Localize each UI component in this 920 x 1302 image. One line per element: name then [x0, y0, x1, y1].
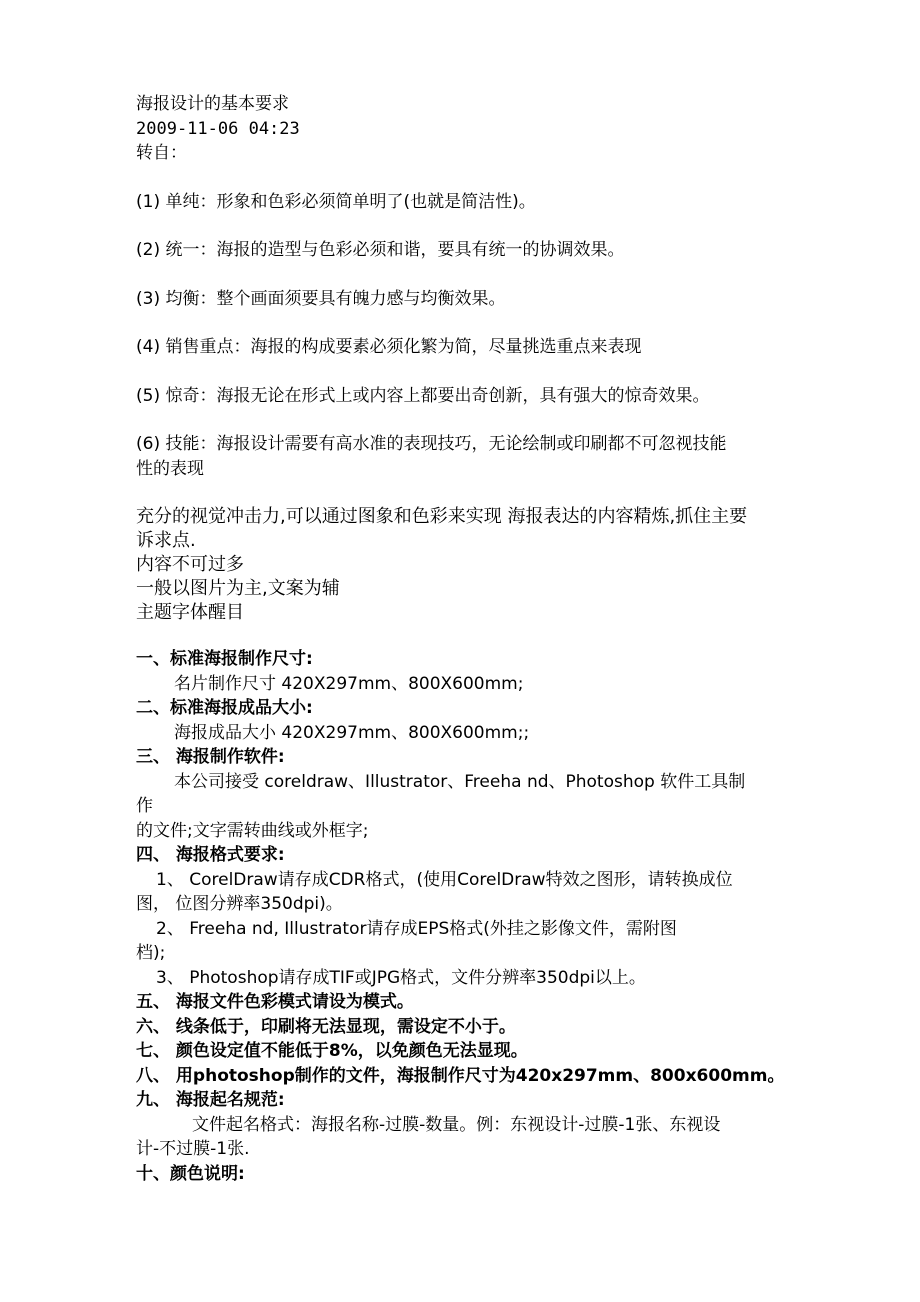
summary-line: 内容不可过多 — [136, 554, 244, 575]
section-body-9-continued: 计-不过膜-1张. — [136, 1139, 250, 1159]
section-heading-6: 六、 线条低于，印刷将无法显现，需设定不小于。 — [136, 1016, 516, 1037]
document-date: 2009-11-06 04:23 — [136, 118, 300, 139]
document-source: 转自： — [136, 143, 187, 163]
section-heading-1: 一、标准海报制作尺寸: — [136, 649, 313, 669]
summary-line: 充分的视觉冲击力,可以通过图象和色彩来实现 海报表达的内容精炼,抓住主要 — [136, 506, 748, 527]
section-heading-4: 四、 海报格式要求: — [136, 845, 285, 865]
principle-item: (4) 销售重点：海报的构成要素必须化繁为简，尽量挑选重点来表现 — [136, 337, 642, 357]
summary-line: 主题字体醒目 — [136, 602, 244, 623]
document-page — [136, 92, 796, 1186]
format-item-1-continued: 图， 位图分辨率350dpi)。 — [136, 894, 343, 914]
principle-item-continued: 性的表现 — [136, 458, 204, 479]
section-heading-8: 八、 用photoshop制作的文件，海报制作尺寸为420x297mm、800x600mm。 — [136, 1065, 785, 1086]
principle-item: (3) 均衡：整个画面须要具有魄力感与均衡效果。 — [136, 288, 506, 309]
section-body-1: 名片制作尺寸 420X297mm、800X600mm; — [174, 673, 524, 694]
summary-line: 诉求点. — [136, 530, 196, 551]
principle-item: (2) 统一：海报的造型与色彩必须和谐，要具有统一的协调效果。 — [136, 240, 625, 260]
section-body-3-continued: 作 — [136, 796, 153, 816]
format-item-1: 1、 CorelDraw请存成CDR格式，(使用CorelDraw特效之图形，请转换成位 — [156, 869, 733, 890]
principle-item: (5) 惊奇：海报无论在形式上或内容上都要出奇创新，具有强大的惊奇效果。 — [136, 385, 710, 406]
section-heading-2: 二、标准海报成品大小: — [136, 698, 313, 718]
section-body-3-continued: 的文件;文字需转曲线或外框字; — [136, 820, 369, 841]
document-title: 海报设计的基本要求 — [136, 94, 289, 114]
principle-item: (6) 技能：海报设计需要有高水准的表现技巧，无论绘制或印刷都不可忽视技能 — [136, 434, 727, 454]
section-heading-7: 七、 颜色设定值不能低于8%，以免颜色无法显现。 — [136, 1041, 528, 1061]
section-heading-10: 十、颜色说明: — [136, 1163, 245, 1184]
summary-line: 一般以图片为主,文案为辅 — [136, 578, 340, 599]
section-heading-9: 九、 海报起名规范: — [136, 1090, 285, 1110]
section-body-2: 海报成品大小 420X297mm、800X600mm;; — [174, 722, 530, 743]
format-item-2: 2、 Freeha nd, Illustrator请存成EPS格式(外挂之影像文件，需附图 — [156, 918, 677, 939]
section-heading-5: 五、 海报文件色彩模式请设为模式。 — [136, 992, 414, 1012]
section-body-3: 本公司接受 coreldraw、Illustrator、Freeha nd、Photoshop 软件工具制 — [174, 771, 746, 792]
section-heading-3: 三、 海报制作软件: — [136, 747, 285, 767]
format-item-3: 3、 Photoshop请存成TIF或JPG格式，文件分辨率350dpi以上。 — [156, 967, 646, 988]
section-body-9: 文件起名格式：海报名称-过膜-数量。例：东视设计-过膜-1张、东视设 — [192, 1114, 721, 1135]
format-item-2-continued: 档); — [136, 943, 166, 963]
principle-item: (1) 单纯：形象和色彩必须简单明了(也就是简洁性)。 — [136, 191, 536, 212]
